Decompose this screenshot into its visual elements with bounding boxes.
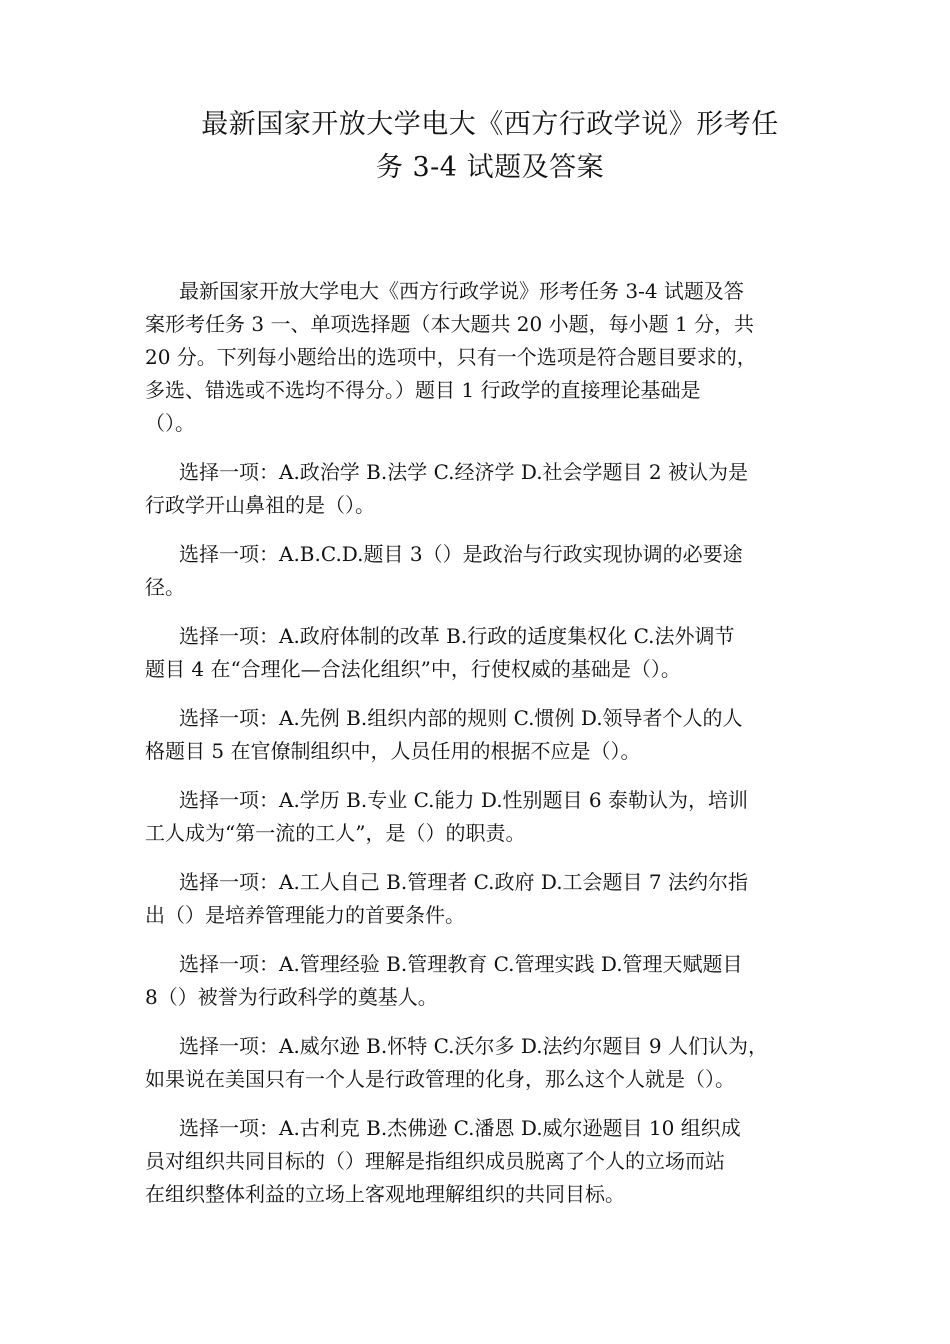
text-line: 行政学开山鼻祖的是（）。: [145, 493, 375, 517]
text-line: 选择一项：A.学历 B.专业 C.能力 D.性别题目 6 泰勒认为，培训: [179, 788, 748, 812]
document-body: [145, 275, 815, 1227]
title-line: 务 3-4 试题及答案: [375, 152, 605, 183]
text-line: 工人成为“第一流的工人”，是（）的职责。: [145, 821, 526, 845]
paragraph: [145, 1112, 815, 1211]
text-line: 案形考任务 3 一、单项选择题（本大题共 20 小题，每小题 1 分，共: [145, 312, 755, 336]
text-line: 径。: [145, 575, 185, 599]
document-title: [120, 103, 860, 189]
text-line: 选择一项：A.政府体制的改革 B.行政的适度集权化 C.法外调节: [179, 624, 735, 648]
text-line: 多选、错选或不选均不得分。）题目 1 行政学的直接理论基础是: [145, 378, 701, 402]
text-line: 如果说在美国只有一个人是行政管理的化身，那么这个人就是（）。: [145, 1067, 735, 1091]
paragraph: [145, 456, 815, 522]
title-line: 最新国家开放大学电大《西方行政学说》形考任: [201, 109, 779, 140]
text-line: 格题目 5 在官僚制组织中，人员任用的根据不应是（）。: [145, 739, 641, 763]
paragraph: [145, 1030, 815, 1096]
text-line: 选择一项：A.先例 B.组织内部的规则 C.惯例 D.领导者个人的人: [179, 706, 743, 730]
text-line: 出（）是培养管理能力的首要条件。: [145, 903, 465, 927]
paragraph: [145, 538, 815, 604]
text-line: 选择一项：A.管理经验 B.管理教育 C.管理实践 D.管理天赋题目: [179, 952, 743, 976]
text-line: 在组织整体利益的立场上客观地理解组织的共同目标。: [145, 1182, 625, 1206]
text-line: 员对组织共同目标的（）理解是指组织成员脱离了个人的立场而站: [145, 1149, 725, 1173]
text-line: 最新国家开放大学电大《西方行政学说》形考任务 3-4 试题及答: [179, 279, 744, 303]
text-line: 题目 4 在“合理化—合法化组织”中，行使权威的基础是（）。: [145, 657, 681, 681]
text-line: 选择一项：A.工人自己 B.管理者 C.政府 D.工会题目 7 法约尔指: [179, 870, 748, 894]
paragraph: [145, 702, 815, 768]
paragraph: [145, 784, 815, 850]
paragraph: [145, 620, 815, 686]
text-line: 选择一项：A.古利克 B.杰佛逊 C.潘恩 D.威尔逊题目 10 组织成: [179, 1116, 741, 1140]
text-line: 选择一项：A.政治学 B.法学 C.经济学 D.社会学题目 2 被认为是: [179, 460, 748, 484]
text-line: 20 分。下列每小题给出的选项中，只有一个选项是符合题目要求的，: [145, 345, 757, 369]
text-line: 8（）被誉为行政科学的奠基人。: [145, 985, 438, 1009]
text-line: 选择一项：A.B.C.D.题目 3（）是政治与行政实现协调的必要途: [179, 542, 743, 566]
paragraph: [145, 948, 815, 1014]
paragraph: [145, 866, 815, 932]
text-line: （）。: [145, 411, 195, 435]
text-line: 选择一项：A.威尔逊 B.怀特 C.沃尔多 D.法约尔题目 9 人们认为，: [179, 1034, 768, 1058]
paragraph: [145, 275, 815, 440]
